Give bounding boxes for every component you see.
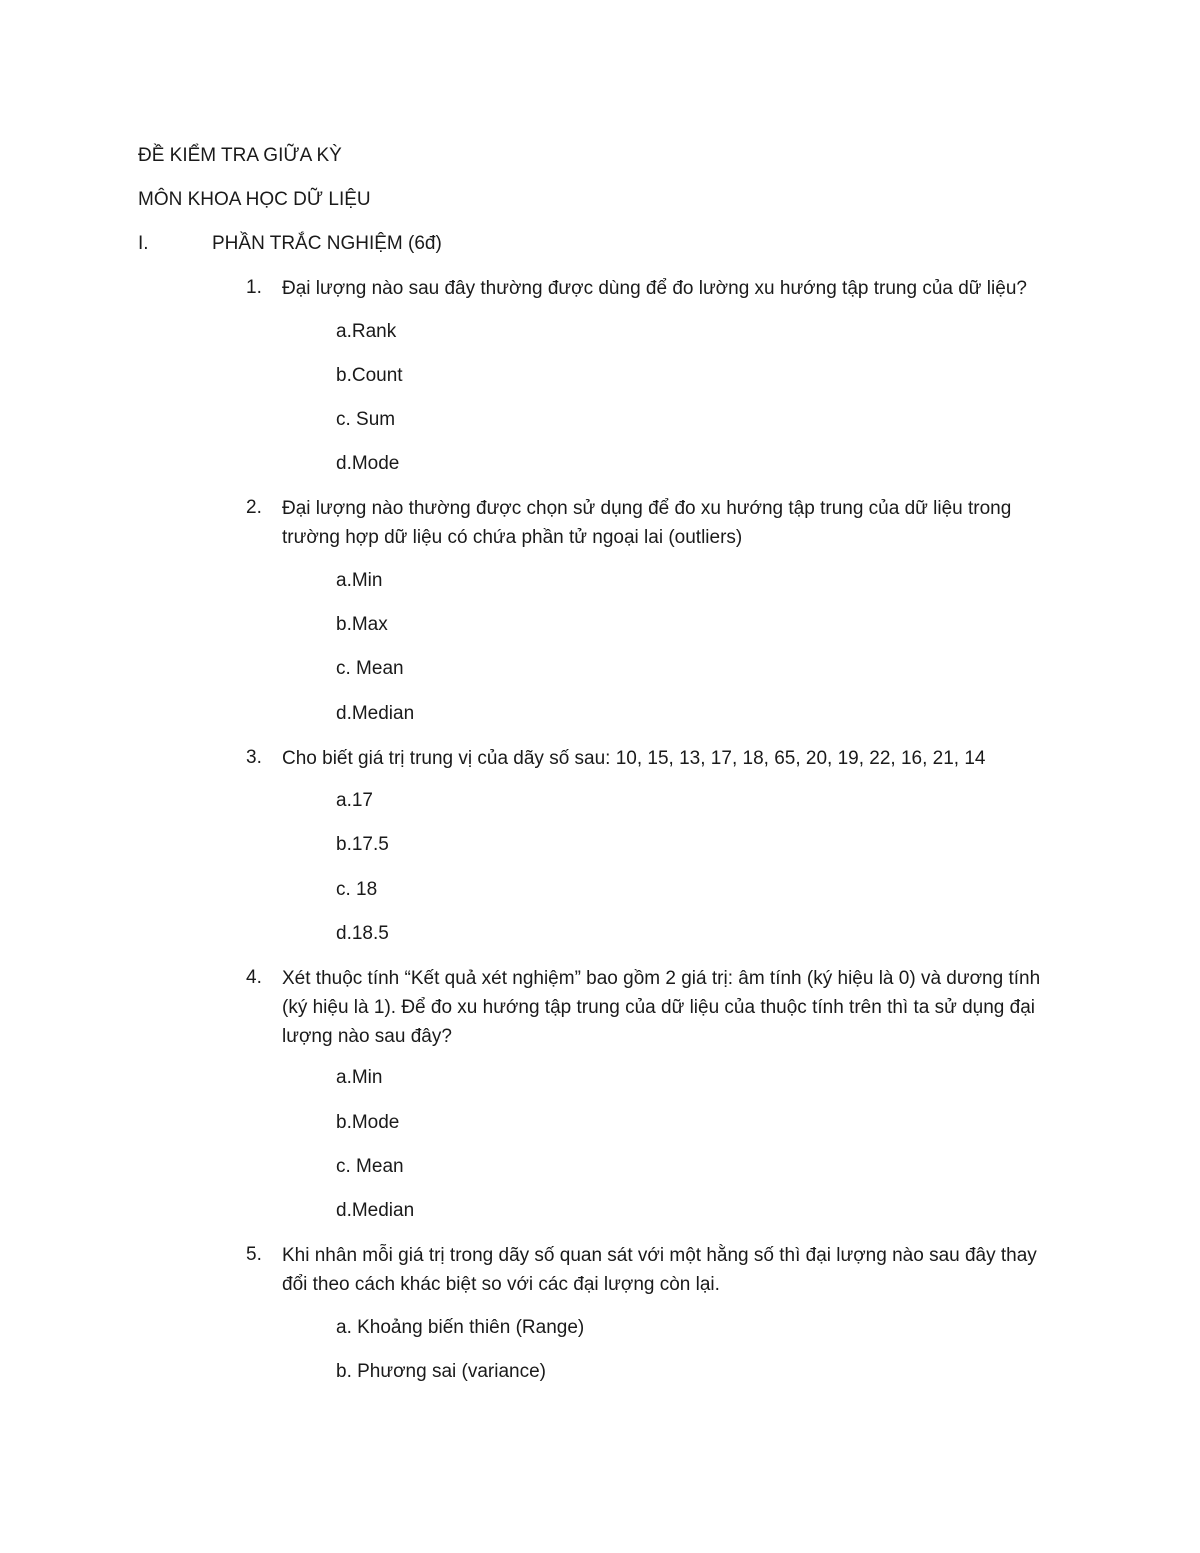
answer-option: d.Mode [336, 453, 400, 474]
answer-option: b.Max [336, 614, 388, 635]
answer-option: b. Phương sai (variance) [336, 1361, 546, 1382]
question-text: Đại lượng nào sau đây thường được dùng để đo lường xu hướng tập trung của dữ liệu? [282, 278, 1027, 299]
answer-option: a. Khoảng biến thiên (Range) [336, 1317, 585, 1338]
answer-option: a.17 [336, 790, 373, 811]
section-heading [138, 230, 442, 258]
answer-option: d.18.5 [336, 923, 389, 944]
question-text: Đại lượng nào thường được chọn sử dụng để đo xu hướng tập trung của dữ liệu trong trường hợp dữ liệu có chứa phần tử ngoại lai (outliers) [282, 498, 1012, 548]
section-number: I. [138, 233, 149, 254]
answer-option: d.Median [336, 703, 415, 724]
section-title: PHẦN TRẮC NGHIỆM (6đ) [212, 233, 442, 254]
answer-option: b.Count [336, 365, 403, 386]
question-number: 4. [246, 967, 262, 988]
question-number: 1. [246, 277, 262, 298]
answer-option: a.Min [336, 1067, 383, 1088]
answer-option: a.Min [336, 570, 383, 591]
question-number: 5. [246, 1244, 262, 1265]
question-number: 2. [246, 497, 262, 518]
exam-title: ĐỀ KIỂM TRA GIỮA KỲ [138, 145, 342, 166]
exam-subject: MÔN KHOA HỌC DỮ LIỆU [138, 189, 371, 210]
answer-option: c. Sum [336, 409, 396, 430]
question-number: 3. [246, 747, 262, 768]
answer-option: b.Mode [336, 1112, 400, 1133]
answer-option: c. Mean [336, 658, 404, 679]
answer-option: a.Rank [336, 321, 397, 342]
answer-option: c. 18 [336, 879, 378, 900]
answer-option: c. Mean [336, 1156, 404, 1177]
question-text: Cho biết giá trị trung vị của dãy số sau: 10, 15, 13, 17, 18, 65, 20, 19, 22, 16, 21, 14 [282, 748, 986, 769]
question-text: Khi nhân mỗi giá trị trong dãy số quan sát với một hằng số thì đại lượng nào sau đây thay đổi theo cách khác biệt so với các đại lượng còn lại. [282, 1245, 1037, 1295]
question-text: Xét thuộc tính “Kết quả xét nghiệm” bao gồm 2 giá trị: âm tính (ký hiệu là 0) và dương tính (ký hiệu là 1). Để đo xu hướng tập trung của dữ liệu của thuộc tính trên thì ta sử dụng đại lượng nào sau đây? [282, 968, 1041, 1047]
answer-option: d.Median [336, 1200, 415, 1221]
answer-option: b.17.5 [336, 834, 389, 855]
